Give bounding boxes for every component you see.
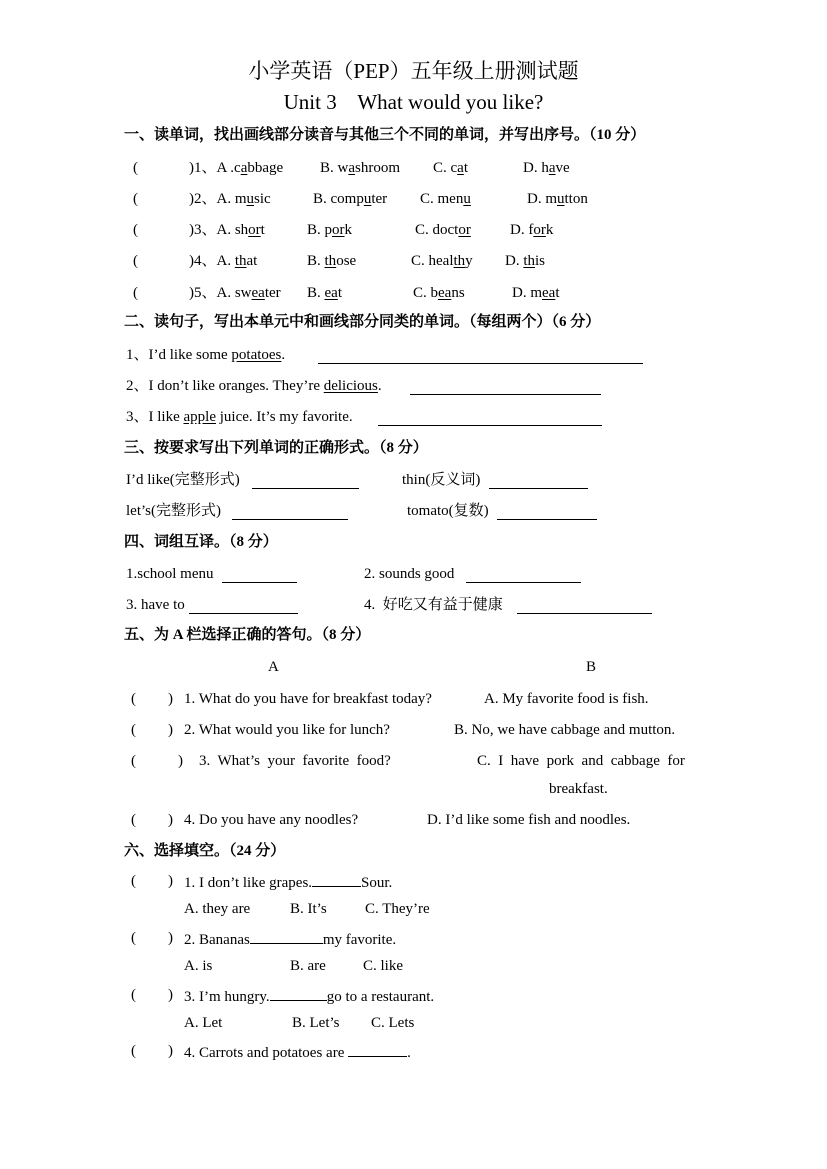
- option-d-wrap: [510, 221, 553, 239]
- answer-paren-close: ): [168, 812, 173, 828]
- question-text: 1. What do you have for breakfast today?: [184, 691, 432, 707]
- page-title: 小学英语（PEP）五年级上册测试题: [248, 59, 579, 83]
- page-subtitle: [0, 89, 827, 115]
- column-a-label: A: [268, 659, 279, 675]
- answer-blank[interactable]: [348, 1042, 407, 1057]
- option-b-underlined: a: [348, 160, 356, 176]
- answer-blank[interactable]: [312, 872, 361, 887]
- question-number: )3、A.: [189, 222, 235, 238]
- option-a: cabbage: [234, 160, 284, 176]
- word-prompt: I’d like(完整形式): [126, 472, 240, 488]
- choice-option[interactable]: A. Let: [184, 1015, 223, 1031]
- option-b-underlined: th: [324, 253, 337, 269]
- answer-blank[interactable]: [252, 473, 359, 489]
- choice-option[interactable]: B. It’s: [290, 901, 327, 917]
- option-b-wrap: [307, 221, 352, 239]
- sentence-item: 3、I like apple juice. It’s my favorite.: [126, 409, 353, 425]
- option-c-wrap: [413, 284, 465, 302]
- option-d-underlined: or: [533, 222, 546, 238]
- question-stem: 2. Bananas my favorite.: [184, 929, 396, 949]
- underlined-word: apple: [183, 409, 216, 425]
- option-b-wrap: [307, 284, 342, 302]
- option-c-wrap: [415, 221, 471, 239]
- option-a-underlined: ea: [251, 285, 265, 301]
- section-4-heading: 四、词组互译。（8 分）: [124, 534, 278, 550]
- option-a: short: [234, 222, 265, 238]
- answer-paren-close: ): [168, 722, 173, 738]
- question-item: [189, 159, 283, 177]
- phrase-prompt: 2. sounds good: [364, 566, 455, 582]
- choice-option[interactable]: C. like: [363, 958, 403, 974]
- answer-blank[interactable]: [517, 598, 652, 614]
- answer-blank[interactable]: [232, 504, 348, 520]
- option-c-underlined: a: [457, 160, 464, 176]
- answer-blank[interactable]: [189, 598, 298, 614]
- question-item: [189, 221, 265, 239]
- option-d: D. mutton: [527, 191, 588, 207]
- option-a-underlined: or: [248, 222, 261, 238]
- answer-paren-open: (: [133, 285, 138, 301]
- option-d-underlined: th: [523, 253, 536, 269]
- question-item: [189, 252, 257, 270]
- word-prompt: let’s(完整形式): [126, 503, 221, 519]
- option-d-wrap: [523, 159, 570, 177]
- answer-option: breakfast.: [549, 781, 608, 797]
- answer-paren-close: ): [168, 930, 173, 946]
- phrase-prompt: 3. have to: [126, 597, 185, 613]
- option-c-wrap: [411, 252, 473, 270]
- answer-paren-open: (: [133, 191, 138, 207]
- question-number: )1、A .: [189, 160, 235, 176]
- section-1-heading: 一、读单词，找出画线部分读音与其他三个不同的单词，并写出序号。（10 分）: [124, 127, 646, 143]
- answer-option: D. I’d like some fish and noodles.: [427, 812, 631, 828]
- column-b-label: B: [586, 659, 597, 675]
- answer-blank[interactable]: [270, 986, 327, 1001]
- answer-paren-open: (: [133, 222, 138, 238]
- answer-option: B. No, we have cabbage and mutton.: [454, 722, 676, 738]
- phrase-prompt: 1.school menu: [126, 566, 214, 582]
- option-c: C. healthy: [411, 253, 473, 269]
- subtitle-text: Unit 3 What would you like?: [283, 90, 544, 114]
- question-item: [189, 284, 281, 302]
- answer-option: A. My favorite food is fish.: [484, 691, 649, 707]
- option-a-underlined: a: [240, 160, 248, 176]
- answer-paren-open: (: [131, 873, 136, 889]
- answer-blank[interactable]: [410, 379, 601, 395]
- answer-paren-open: (: [131, 1043, 136, 1059]
- choice-option[interactable]: B. Let’s: [292, 1015, 340, 1031]
- answer-blank[interactable]: [222, 567, 297, 583]
- answer-paren-open: (: [133, 253, 138, 269]
- word-prompt: tomato(复数): [407, 503, 489, 519]
- option-b-wrap: [320, 159, 400, 177]
- option-b-underlined: ea: [324, 285, 338, 301]
- option-d-wrap: [527, 190, 588, 208]
- answer-blank[interactable]: [250, 929, 323, 944]
- word-prompt: thin(反义词): [402, 472, 481, 488]
- option-a-underlined: th: [234, 253, 247, 269]
- option-d: D. meat: [512, 285, 560, 301]
- answer-paren-open: (: [131, 930, 136, 946]
- answer-paren-open: (: [131, 691, 136, 707]
- answer-blank[interactable]: [318, 348, 643, 364]
- option-d: D. fork: [510, 222, 554, 238]
- option-c: C. beans: [413, 285, 465, 301]
- sentence-item: 1、I’d like some potatoes.: [126, 347, 286, 363]
- answer-paren-open: (: [131, 812, 136, 828]
- question-number: )2、A.: [189, 191, 235, 207]
- option-d-underlined: ea: [542, 285, 556, 301]
- option-a: music: [234, 191, 271, 207]
- option-d-wrap: [512, 284, 560, 302]
- question-stem: 3. I’m hungry. go to a restaurant.: [184, 986, 434, 1006]
- option-d-wrap: [505, 252, 545, 270]
- answer-paren-open: (: [131, 987, 136, 1003]
- option-b: B. computer: [313, 191, 388, 207]
- question-stem: 4. Carrots and potatoes are .: [184, 1042, 411, 1062]
- option-d-underlined: a: [548, 160, 556, 176]
- answer-paren-close: ): [168, 987, 173, 1003]
- option-c-underlined: u: [463, 191, 471, 207]
- answer-paren-open: (: [133, 160, 138, 176]
- underlined-word: delicious: [323, 378, 378, 394]
- option-b: B. those: [307, 253, 357, 269]
- choice-option[interactable]: C. Lets: [371, 1015, 415, 1031]
- question-item: [189, 190, 271, 208]
- answer-option: C. I have pork and cabbage for: [477, 753, 685, 769]
- option-d-underlined: u: [557, 191, 565, 207]
- option-c: C. cat: [433, 160, 469, 176]
- option-c-underlined: th: [453, 253, 466, 269]
- option-c-underlined: ea: [438, 285, 452, 301]
- answer-paren-close: ): [168, 691, 173, 707]
- option-a: sweater: [234, 285, 281, 301]
- option-c-underlined: or: [458, 222, 471, 238]
- section-3-heading: 三、按要求写出下列单词的正确形式。（8 分）: [124, 440, 428, 456]
- answer-paren-close: ): [178, 753, 183, 769]
- answer-paren-open: (: [131, 722, 136, 738]
- option-b-wrap: [313, 190, 387, 208]
- option-c-wrap: [433, 159, 468, 177]
- question-text: 3. What’s your favorite food?: [199, 753, 391, 769]
- choice-option[interactable]: C. They’re: [365, 901, 430, 917]
- option-d: D. have: [523, 160, 570, 176]
- section-6-heading: 六、选择填空。（24 分）: [124, 843, 286, 859]
- answer-blank[interactable]: [466, 567, 581, 583]
- choice-option[interactable]: A. is: [184, 958, 213, 974]
- question-text: 4. Do you have any noodles?: [184, 812, 359, 828]
- underlined-word: potatoes: [231, 347, 282, 363]
- question-number: )4、A.: [189, 253, 235, 269]
- answer-blank[interactable]: [378, 410, 602, 426]
- question-text: 2. What would you like for lunch?: [184, 722, 390, 738]
- choice-option[interactable]: A. they are: [184, 901, 251, 917]
- phrase-prompt: 4. 好吃又有益于健康: [364, 597, 503, 613]
- section-5-heading: 五、为 A 栏选择正确的答句。（8 分）: [124, 627, 371, 643]
- option-c-wrap: [420, 190, 471, 208]
- option-d: D. this: [505, 253, 546, 269]
- answer-blank[interactable]: [497, 504, 597, 520]
- option-b: B. washroom: [320, 160, 401, 176]
- option-a: that: [234, 253, 258, 269]
- choice-option[interactable]: B. are: [290, 958, 326, 974]
- sentence-item: 2、I don’t like oranges. They’re delicious.: [126, 378, 382, 394]
- option-b-underlined: or: [332, 222, 345, 238]
- option-b-wrap: [307, 252, 356, 270]
- answer-paren-open: (: [131, 753, 136, 769]
- option-b: B. pork: [307, 222, 353, 238]
- answer-blank[interactable]: [489, 473, 588, 489]
- option-b-underlined: u: [363, 191, 372, 207]
- question-number: )5、A.: [189, 285, 235, 301]
- option-a-underlined: u: [246, 191, 254, 207]
- section-2-heading: 二、读句子，写出本单元中和画线部分同类的单词。（每组两个）（6 分）: [124, 314, 601, 330]
- option-c: C. doctor: [415, 222, 471, 238]
- answer-paren-close: ): [168, 873, 173, 889]
- option-c: C. menu: [420, 191, 471, 207]
- answer-paren-close: ): [168, 1043, 173, 1059]
- option-b: B. eat: [307, 285, 343, 301]
- question-stem: 1. I don’t like grapes. Sour.: [184, 872, 392, 892]
